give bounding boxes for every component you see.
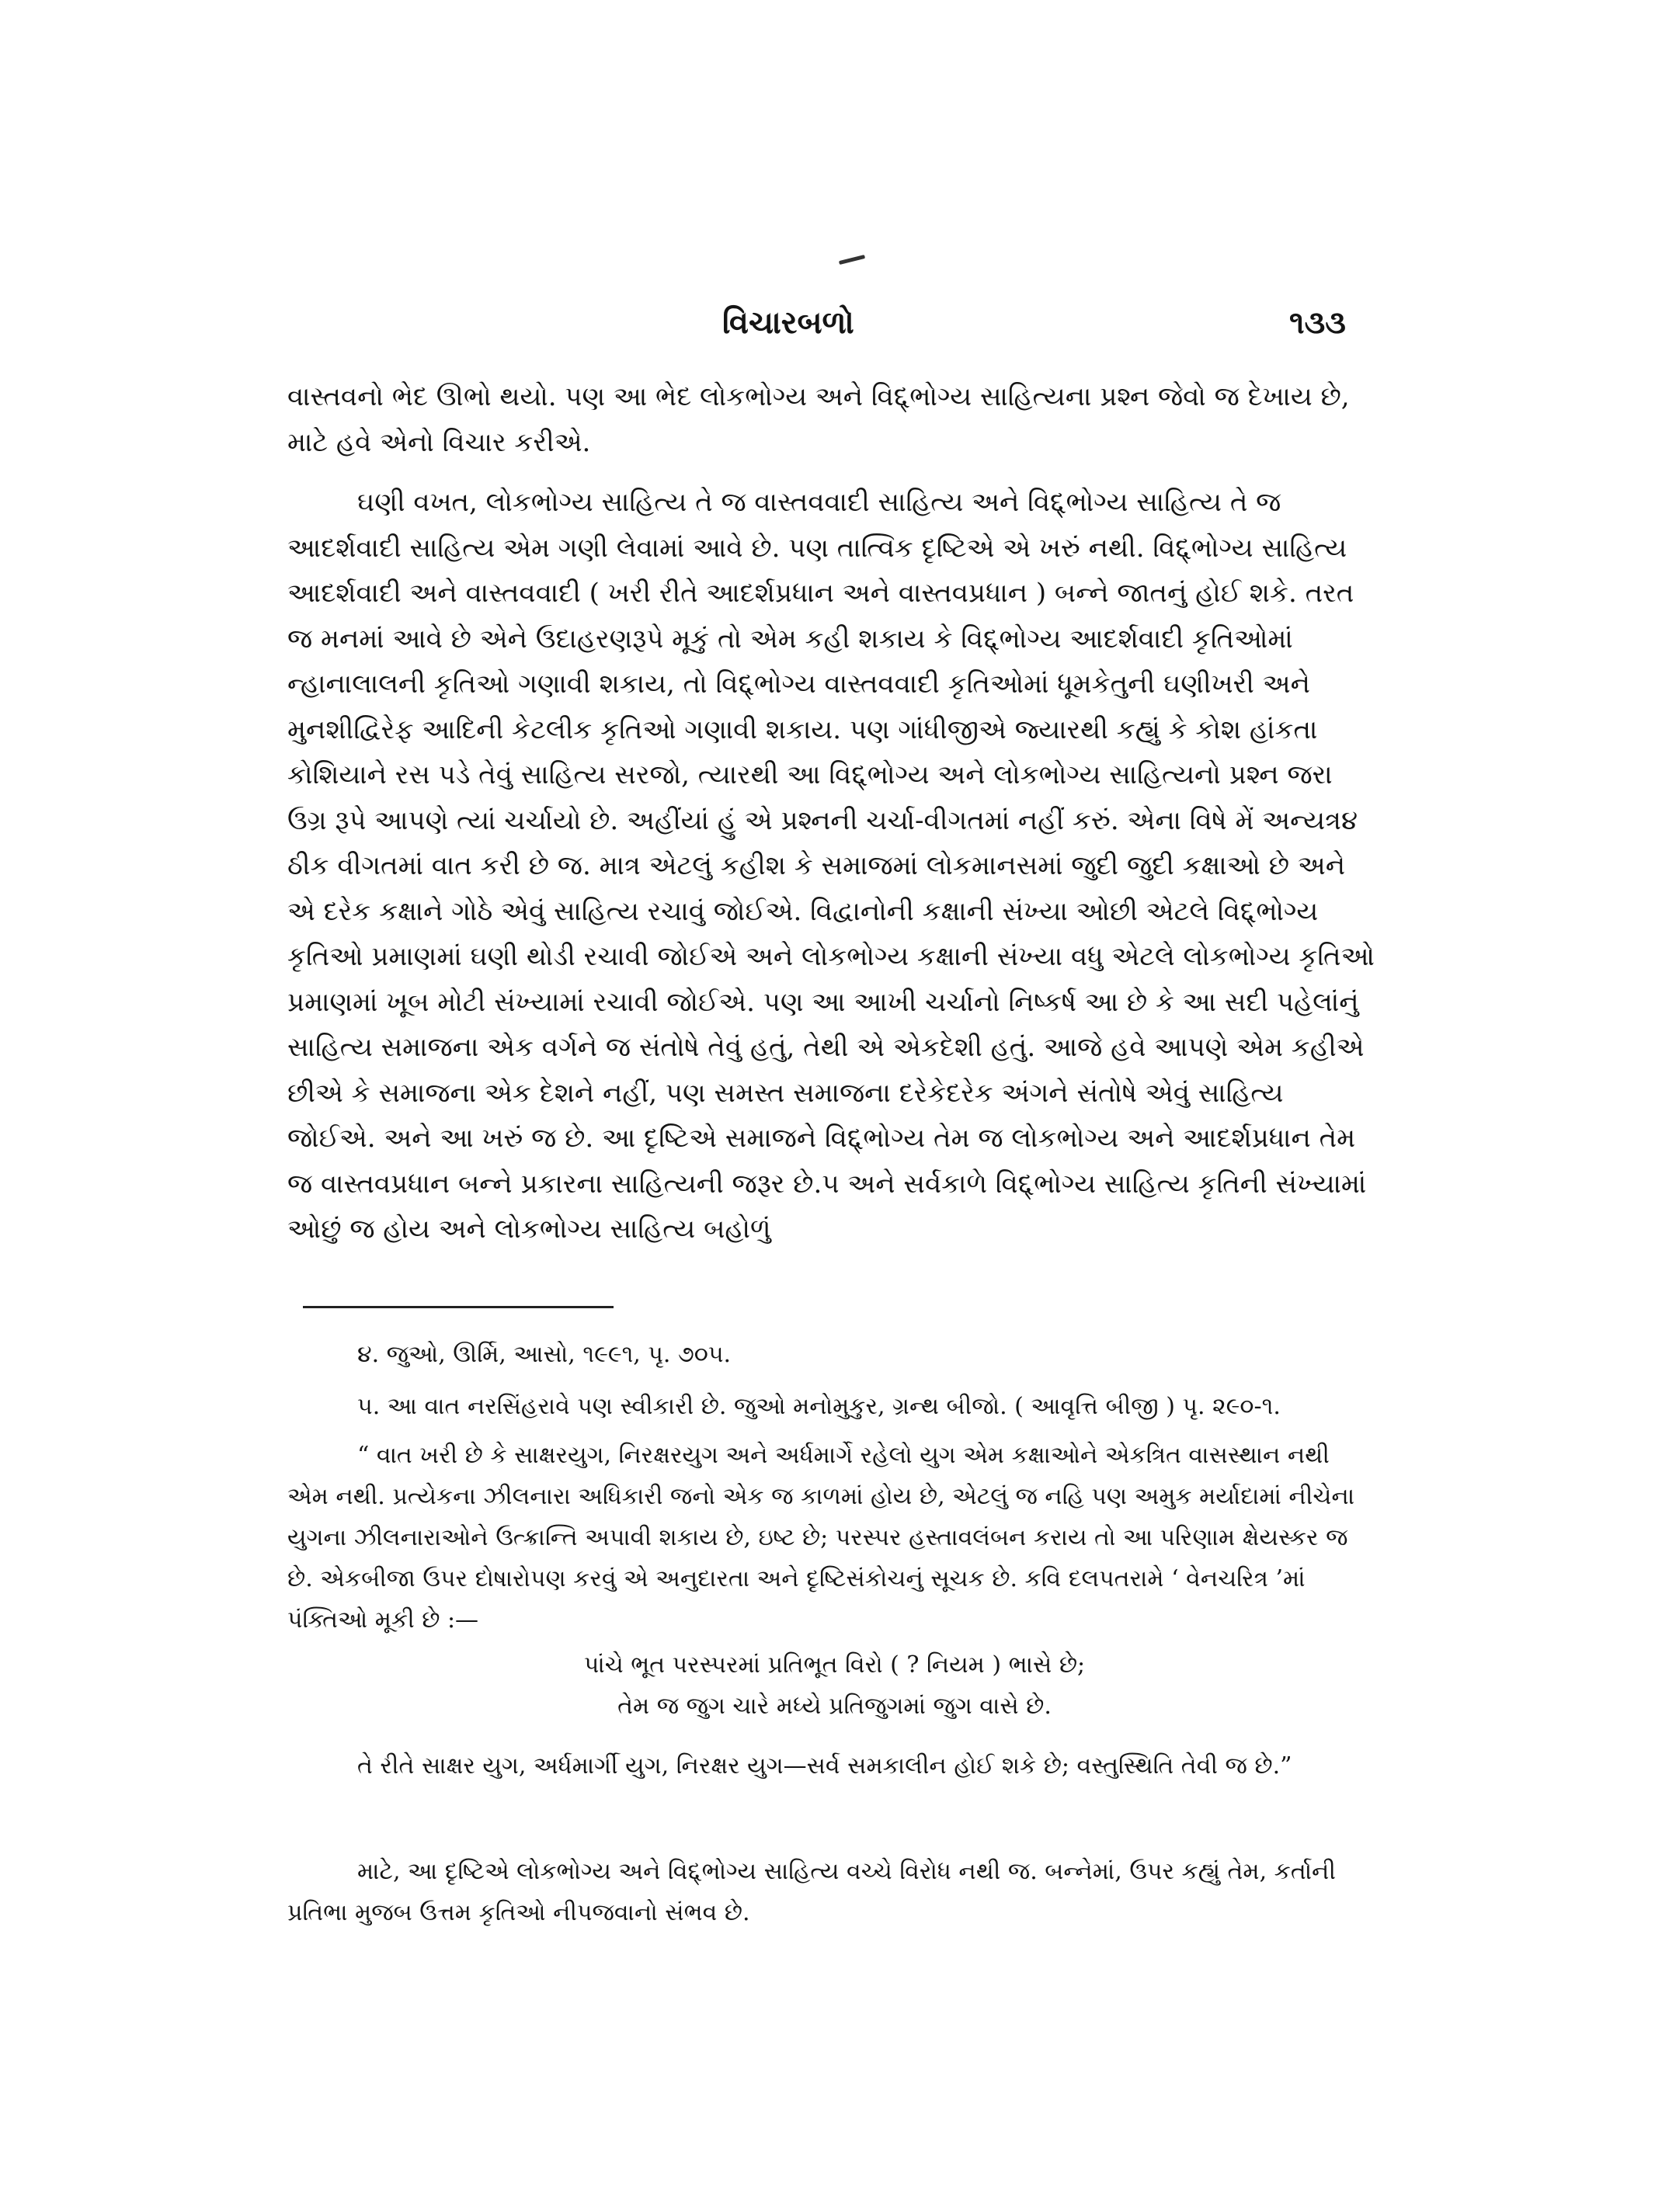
quote-closing-text: તે રીતે સાક્ષર યુગ, અર્ધમાર્ગી યુગ, નિરક્ષર યુગ—સર્વ સમકાલીન હોઈ શકે છે; વસ્તુસ્થિતિ તેવી જ છે.”	[357, 1752, 1292, 1780]
body-paragraph-continued	[287, 374, 1375, 465]
body-paragraph	[287, 480, 1375, 1252]
paragraph-text: ઘણી વખત, લોકભોગ્ય સાહિત્ય તે જ વાસ્તવવાદી સાહિત્ય અને વિદ્દ્ભોગ્ય સાહિત્ય તે જ આદર્શવાદી સાહિત્ય એમ ગણી લેવામાં આવે છે. પણ તાત્વિક દૃષ્ટિએ એ ખરું નથી. વિદ્દ્ભોગ્ય સાહિત્ય આદર્શવાદી અને વાસ્તવવાદી ( ખરી રીતે આદર્શપ્રધાન અને વાસ્તવપ્રધાન ) બન્ને જાતનું હોઈ શકે. તરત જ મનમાં આવે છે એને ઉદાહરણરૂપે મૂકું તો એમ કહી શકાય કે વિદ્દ્ભોગ્ય આદર્શવાદી કૃતિઓમાં ન્હાનાલાલની કૃતિઓ ગણાવી શકાય, તો વિદ્દ્ભોગ્ય વાસ્તવવાદી કૃતિઓમાં ધૂમકેતુની ઘણીખરી અને મુનશીદ્વિરેફ આદિની કેટલીક કૃતિઓ ગણાવી શકાય. પણ ગાંધીજીએ જ્યારથી કહ્યું કે કોશ હાંકતા કોશિયાને રસ પડે તેવું સાહિત્ય સરજો, ત્યારથી આ વિદ્દ્ભોગ્ય અને લોકભોગ્ય સાહિત્યનો પ્રશ્ન જરા ઉગ્ર રૂપે આપણે ત્યાં ચર્ચાયો છે. અહીંયાં હું એ પ્રશ્નની ચર્ચા-વીગતમાં નહીં કરું. એના વિષે મેં અન્યત્ર૪ ઠીક વીગતમાં વાત કરી છે જ. માત્ર એટલું કહીશ કે સમાજમાં લોકમાનસમાં જુદી જુદી કક્ષાઓ છે અને એ દરેક કક્ષાને ગોઠે એવું સાહિત્ય રચાવું જોઈએ. વિદ્વાનોની કક્ષાની સંખ્યા ઓછી એટલે વિદ્દ્ભોગ્ય કૃતિઓ પ્રમાણમાં ઘણી થોડી રચાવી જોઈએ અને લોકભોગ્ય કક્ષાની સંખ્યા વધુ એટલે લોકભોગ્ય કૃતિઓ પ્રમાણમાં ખૂબ મોટી સંખ્યામાં રચાવી જોઈએ. પણ આ આખી ચર્ચાનો નિષ્કર્ષ આ છે કે આ સદી પહેલાંનું સાહિત્ય સમાજના એક વર્ગને જ સંતોષે તેવું હતું, તેથી એ એકદેશી હતું. આજે હવે આપણે એમ કહીએ છીએ કે સમાજના એક દેશને નહીં, પણ સમસ્ત સમાજના દરેકેદરેક અંગને સંતોષે એવું સાહિત્ય જોઈએ. અને આ ખરું જ છે. આ દૃષ્ટિએ સમાજને વિદ્દ્ભોગ્ય તેમ જ લોકભોગ્ય અને આદર્શપ્રધાન તેમ જ વાસ્તવપ્રધાન બન્ને પ્રકારના સાહિત્યની જરૂર છે.૫ અને સર્વકાળે વિદ્દ્ભોગ્ય સાહિત્ય કૃતિની સંખ્યામાં ઓછું જ હોય અને લોકભોગ્ય સાહિત્ય બહોળું	[287, 487, 1375, 1245]
verse-quote	[0, 1644, 1669, 1727]
footnote-final-text: માટે, આ દૃષ્ટિએ લોકભોગ્ય અને વિદ્દ્ભોગ્ય સાહિત્ય વચ્ચે વિરોધ નથી જ. બન્નેમાં, ઉપર કહ્યું તેમ, કર્તાની પ્રતિભા મુજબ ઉત્તમ કૃતિઓ નીપજવાનો સંભવ છે.	[287, 1858, 1336, 1926]
footnote-quote: “ વાત ખરી છે કે સાક્ષરયુગ, નિરક્ષરયુગ અને અર્ધમાર્ગે રહેલો યુગ એમ કક્ષાઓને એકત્રિત વાસસ્થાન નથી એમ નથી. પ્રત્યેકના ઝીલનારા અધિકારી જનો એક જ કાળમાં હોય છે, એટલું જ નહિ પણ અમુક મર્યાદામાં નીચેના યુગના ઝીલનારાઓને ઉત્ક્રાન્તિ અપાવી શકાય છે, ઇષ્ટ છે; પરસ્પર હસ્તાવલંબન કરાય તો આ પરિણામ ક્ષેયસ્કર જ છે. એકબીજા ઉપર દોષારોપણ કરવું એ અનુદારતા અને દૃષ્ટિસંકોચનું સૂચક છે. કવિ દલપતરામે ‘ વેનચરિત્ર ’માં પંક્તિઓ મૂકી છે :—	[287, 1442, 1355, 1634]
running-title: વિચારબળો	[722, 304, 854, 341]
verse-line: પાંચે ભૂત પરસ્પરમાં પ્રતિભૂત વિરો ( ? નિયમ ) ભાસે છે;	[583, 1651, 1086, 1679]
paragraph-text: વાસ્તવનો ભેદ ઊભો થયો. પણ આ ભેદ લોકભોગ્ય અને વિદ્દ્ભોગ્ય સાહિત્યના પ્રશ્ન જેવો જ દેખાય છે, માટે હવે એનો વિચાર કરીએ.	[287, 381, 1350, 458]
footnote-separator	[303, 1306, 614, 1308]
verse-line: તેમ જ જુગ ચારે મધ્યે પ્રતિજુગમાં જુગ વાસે છે.	[617, 1693, 1052, 1720]
footnote-4: ૪. જુઓ, ઊર્મિ, આસો, ૧૯૯૧, પૃ. ૭૦૫.	[357, 1341, 732, 1368]
footnote-5: ૫. આ વાત નરસિંહરાવે પણ સ્વીકારી છે. જુઓ મનોમુકુર, ગ્રન્થ બીજો. ( આવૃત્તિ બીજી ) પૃ. ૨૯૦-૧.	[357, 1393, 1281, 1420]
quote-closing	[287, 1745, 1375, 1787]
footnotes	[287, 1334, 1375, 1641]
page-number: ૧૩૩	[1289, 304, 1346, 341]
ink-mark	[839, 255, 865, 265]
footnote-final	[287, 1851, 1375, 1933]
